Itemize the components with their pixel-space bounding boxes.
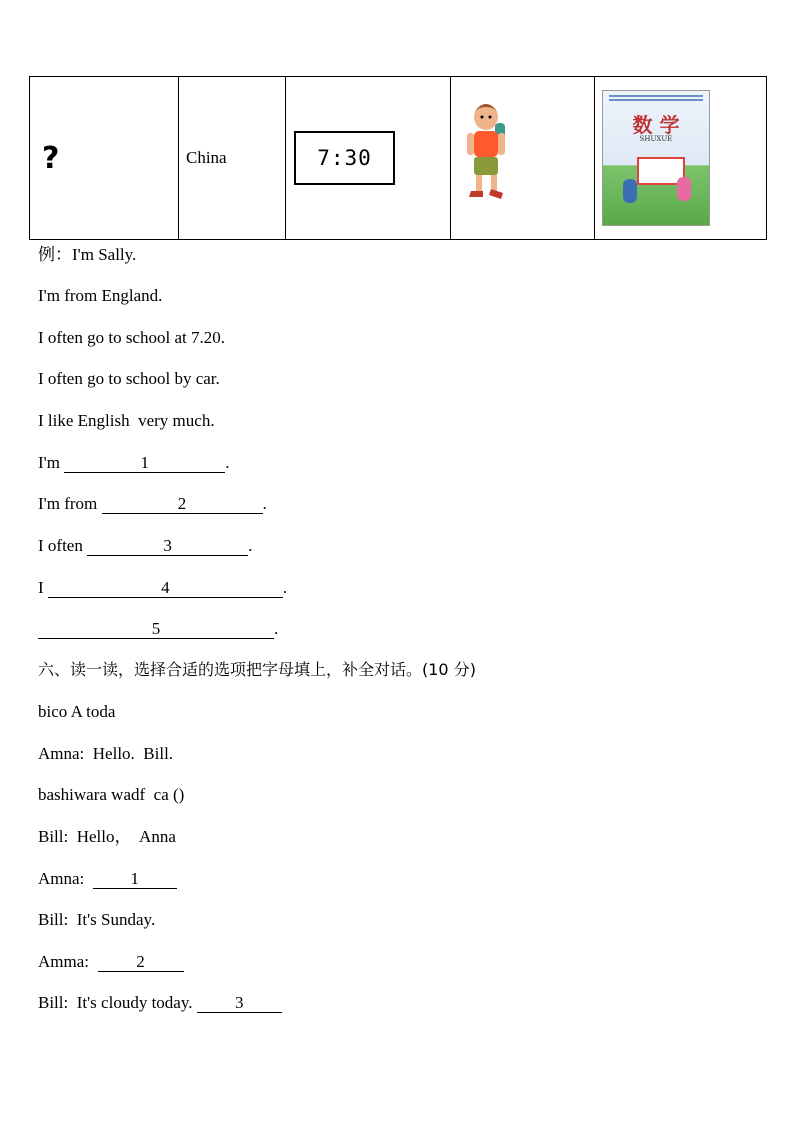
fill-line-1 — [38, 453, 229, 473]
fill-line-4 — [38, 578, 287, 598]
dialog-line-5 — [38, 869, 177, 889]
dialog-line-4: Bill: Hello， Anna — [38, 827, 176, 846]
dialog-line-1: bico A toda — [38, 702, 116, 721]
boy-cell — [451, 77, 595, 240]
section-6-heading: 六、读一读，选择合适的选项把字母填上，补全对话。(10 分) — [38, 660, 476, 679]
example-line-5: I like English very much. — [38, 411, 215, 430]
blank-1[interactable] — [64, 454, 225, 473]
fill-2-period: . — [262, 494, 267, 513]
book-subtitle: SHUXUE — [639, 135, 673, 143]
blank-2[interactable] — [102, 495, 263, 514]
dialog-blank-3[interactable] — [197, 994, 282, 1013]
fill-3-period: . — [248, 536, 253, 555]
dialog-line-6: Bill: It's Sunday. — [38, 910, 156, 929]
dialog-line-8 — [38, 993, 282, 1013]
dialog-line-2: Amna: Hello. Bill. — [38, 744, 174, 763]
blank-4-number: 4 — [161, 578, 170, 597]
dialog-7-speaker: Amma: — [38, 952, 98, 971]
example-line-4: I often go to school by car. — [38, 369, 220, 388]
fill-1-prefix: I'm — [38, 453, 65, 472]
book-title: 数 学 — [632, 113, 680, 137]
dialog-blank-1[interactable] — [93, 870, 177, 889]
dialog-8-text: Bill: It's cloudy today. — [38, 993, 197, 1012]
fill-line-2 — [38, 494, 267, 514]
blank-2-number: 2 — [177, 494, 187, 513]
dialog-line-7 — [38, 952, 184, 972]
dialog-blank-1-number: 1 — [130, 869, 140, 888]
clock-time: 7:30 — [317, 146, 372, 170]
digital-clock — [294, 131, 395, 185]
dialog-line-3: bashiwara wadf ca () — [38, 785, 185, 804]
fill-1-period: . — [225, 453, 230, 472]
math-textbook-cover — [602, 90, 710, 226]
question-cell — [30, 77, 179, 240]
country-text: China — [186, 148, 227, 167]
dialog-blank-3-number: 3 — [234, 993, 244, 1012]
blank-1-number: 1 — [140, 453, 149, 472]
picture-table — [29, 76, 767, 240]
dialog-5-speaker: Amna: — [38, 869, 93, 888]
question-mark: ? — [42, 140, 60, 176]
dialog-blank-2-number: 2 — [136, 952, 145, 971]
example-line-1: 例：I'm Sally. — [38, 245, 137, 264]
example-line-2: I'm from England. — [38, 286, 163, 305]
blank-5-number: 5 — [151, 619, 161, 638]
blank-5[interactable] — [38, 620, 274, 639]
fill-2-prefix: I'm from — [38, 494, 102, 513]
blank-4[interactable] — [48, 579, 283, 598]
blank-3-number: 3 — [163, 536, 172, 555]
walking-boy-icon — [451, 77, 594, 234]
fill-5-period: . — [274, 619, 279, 638]
fill-3-prefix: I often — [38, 536, 88, 555]
fill-4-period: . — [282, 578, 288, 597]
blank-3[interactable] — [87, 537, 248, 556]
book-cell — [595, 77, 767, 240]
clock-cell — [286, 77, 451, 240]
dialog-blank-2[interactable] — [98, 953, 184, 972]
fill-line-5 — [38, 619, 278, 639]
country-cell — [179, 77, 286, 240]
fill-line-3 — [38, 536, 252, 556]
example-line-3: I often go to school at 7.20. — [38, 328, 225, 347]
fill-4-prefix: I — [38, 578, 48, 597]
